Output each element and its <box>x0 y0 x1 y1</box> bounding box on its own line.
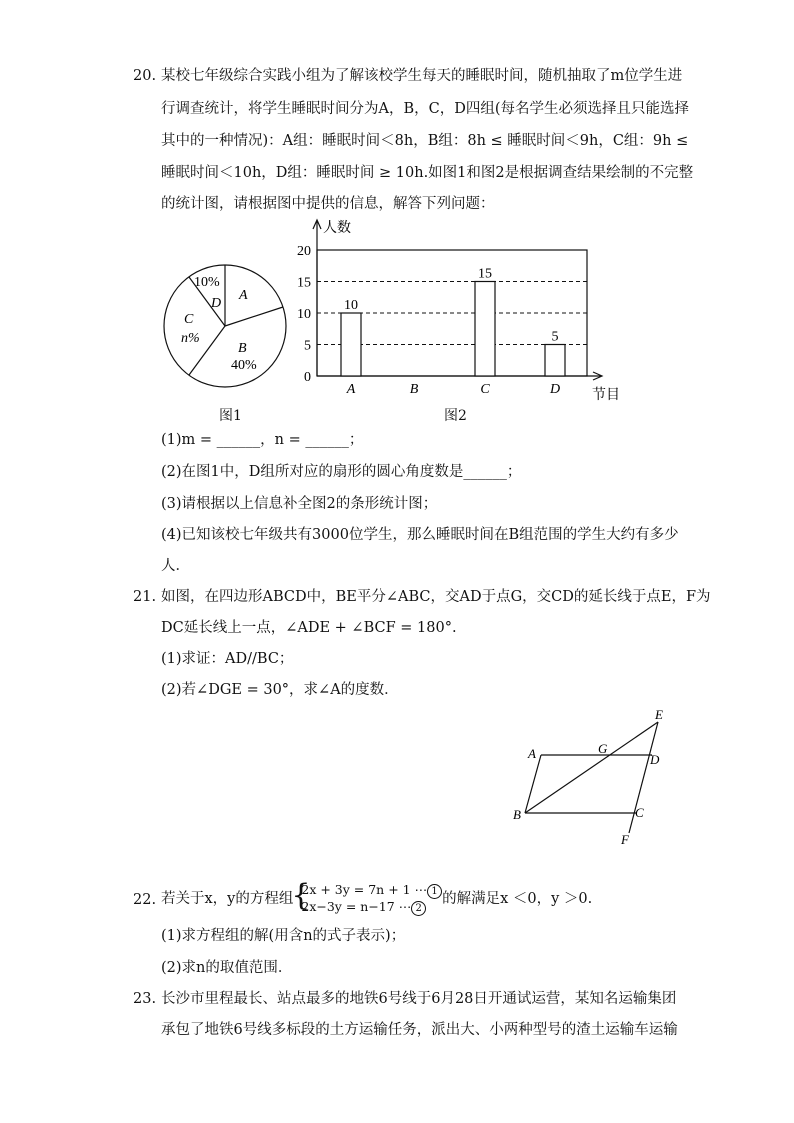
bar <box>545 345 565 377</box>
equation-1-marker: 1 <box>427 884 442 899</box>
y-tick-label: 0 <box>304 370 311 385</box>
point-label-d: D <box>650 752 660 767</box>
pie-label-c: C <box>184 312 194 327</box>
x-tick-label: B <box>409 382 419 397</box>
y-tick-label: 15 <box>297 275 311 291</box>
y-tick-label: 5 <box>304 338 311 354</box>
pie-chart-figure-1 <box>152 255 302 405</box>
point-label-f: F <box>621 832 629 847</box>
figure-1-caption: 图1 <box>219 408 242 424</box>
x-tick-label: C <box>480 382 490 397</box>
figure-2-caption: 图2 <box>444 408 467 424</box>
bar-data-label: 5 <box>551 329 559 345</box>
equation-2: 2x−3y = n−17 ⋯ 2 <box>301 899 442 916</box>
q23-line-1: 长沙市里程最长、站点最多的地铁6号线于6月28日开通试运营，某知名运输集团 <box>161 991 677 1007</box>
point-label-e: E <box>655 707 663 722</box>
bar-chart-figure-2 <box>284 215 624 410</box>
q23-line-2: 承包了地铁6号线多标段的土方运输任务，派出大、小两种型号的渣土运输车运输 <box>161 1022 678 1038</box>
q20-sub-2: (2)在图1中，D组所对应的扇形的圆心角度数是______； <box>161 464 522 480</box>
q20-line-5: 的统计图，请根据图中提供的信息，解答下列问题： <box>161 196 495 212</box>
point-label-b: B <box>513 807 521 822</box>
pie-label-c-pct: n% <box>181 331 200 346</box>
q21-line-3: (1)求证：AD//BC； <box>161 651 294 667</box>
pie-label-b-pct: 40% <box>231 358 257 373</box>
point-label-g: G <box>598 741 608 756</box>
q21-line-1: 如图，在四边形ABCD中，BE平分∠ABC，交AD于点G，交CD的延长线于点E，F为 <box>161 589 711 605</box>
q20-sub-4: (4)已知该校七年级共有3000位学生，那么睡眠时间在B组范围的学生大约有多少 <box>161 527 679 543</box>
equation-brace: { <box>291 878 311 913</box>
question-number-21: 21. <box>133 589 157 605</box>
pie-label-d-pct: 10% <box>194 275 220 290</box>
equation-system <box>291 878 442 916</box>
bar <box>475 282 495 377</box>
q21-line-2: DC延长线上一点，∠ADE + ∠BCF = 180°. <box>161 620 457 636</box>
q20-line-1: 某校七年级综合实践小组为了解该校学生每天的睡眠时间，随机抽取了m位学生进 <box>161 68 683 84</box>
q20-sub-3: (3)请根据以上信息补全图2的条形统计图； <box>161 496 438 512</box>
equation-1: 2x + 3y = 7n + 1 ⋯ 1 <box>301 882 442 899</box>
question-number-20: 20. <box>133 68 157 84</box>
q20-line-3: 其中的一种情况)：A组：睡眠时间＜8h，B组：8h ≤ 睡眠时间＜9h，C组：9h ≤ <box>161 133 689 149</box>
pie-label-d: D <box>211 296 222 311</box>
bar <box>341 313 361 376</box>
q20-sub-5: 人． <box>161 558 190 574</box>
equation-2-marker: 2 <box>411 901 426 916</box>
question-number-22: 22. <box>133 892 157 908</box>
pie-divider-right <box>225 307 283 326</box>
q20-sub-1: (1)m = ______，n = ______； <box>161 432 364 448</box>
q22-outro: 的解满足x ＜0，y ＞0. <box>442 891 593 907</box>
q22-intro: 若关于x，y的方程组 <box>161 891 294 907</box>
pie-label-b: B <box>238 341 247 356</box>
x-tick-label: D <box>549 382 561 397</box>
bar-data-label: 15 <box>478 266 492 282</box>
q20-line-4: 睡眠时间＜10h，D组：睡眠时间 ≥ 10h.如图1和图2是根据调查结果绘制的不完整 <box>161 165 694 181</box>
q22-sub-1: (1)求方程组的解(用含n的式子表示)； <box>161 928 406 944</box>
bar-data-label: 10 <box>344 298 358 313</box>
question-number-23: 23. <box>133 991 157 1007</box>
point-label-a: A <box>528 746 536 761</box>
y-tick-label: 20 <box>297 244 311 259</box>
q20-line-2: 行调查统计，将学生睡眠时间分为A，B，C，D四组(每名学生必须选择且只能选择 <box>161 101 690 117</box>
x-tick-label: A <box>346 382 356 397</box>
y-tick-label: 10 <box>297 307 311 322</box>
q22-sub-2: (2)求n的取值范围． <box>161 960 293 976</box>
x-axis-label: 节目 <box>592 388 620 403</box>
y-axis-label: 人数 <box>323 221 351 236</box>
pie-label-a: A <box>239 288 248 303</box>
q21-line-4: (2)若∠DGE = 30°，求∠A的度数． <box>161 682 399 698</box>
point-label-c: C <box>635 805 644 820</box>
quadrilateral-figure <box>505 702 685 852</box>
q22-line-1 <box>161 878 593 916</box>
